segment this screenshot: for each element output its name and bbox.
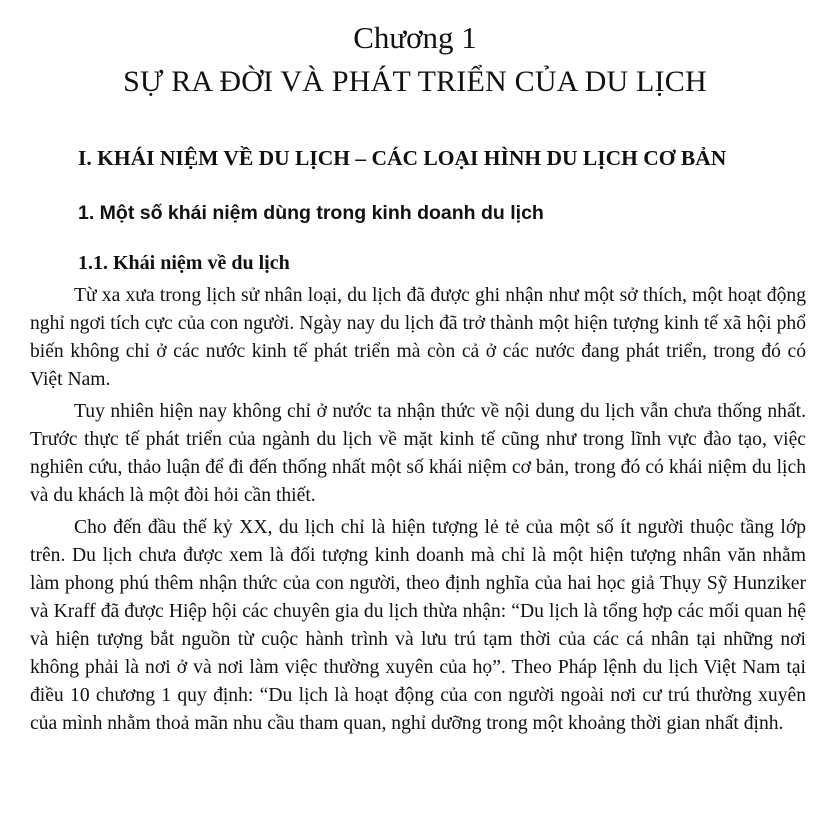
chapter-title: SỰ RA ĐỜI VÀ PHÁT TRIỂN CỦA DU LỊCH <box>123 65 707 98</box>
paragraph-1: Từ xa xưa trong lịch sử nhân loại, du lịch đã được ghi nhận như một sở thích, một hoạt động nghỉ ngơi tích cực của con người. Ngày nay du lịch đã trở thành một hiện tượng kinh tế xã hội phổ biến không chỉ ở các nước kinh tế phát triển mà còn cả ở các nước đang phát triển, trong đó có Việt Nam. <box>30 285 806 390</box>
section-heading: I. KHÁI NIỆM VỀ DU LỊCH – CÁC LOẠI HÌNH DU LỊCH CƠ BẢN <box>78 146 727 170</box>
subsubsection-heading: 1.1. Khái niệm về du lịch <box>78 252 290 274</box>
paragraph-2: Tuy nhiên hiện nay không chỉ ở nước ta nhận thức về nội dung du lịch vẫn chưa thống nhất. Trước thực tế phát triển của ngành du lịch về mặt kinh tế cũng như trong lĩnh vực đào tạo, việc nghiên cứu, thảo luận để đi đến thống nhất một số khái niệm cơ bản, trong đó có khái niệm du lịch và du khách là một đòi hỏi cần thiết. <box>30 401 806 506</box>
subsection-heading: 1. Một số khái niệm dùng trong kinh doanh du lịch <box>78 202 544 224</box>
chapter-number: Chương 1 <box>353 20 477 55</box>
paragraph-3: Cho đến đầu thế kỷ XX, du lịch chỉ là hiện tượng lẻ tẻ của một số ít người thuộc tầng lớp trên. Du lịch chưa được xem là đối tượng kinh doanh mà chỉ là một hiện tượng nhân văn nhằm làm phong phú thêm nhận thức của con người, theo định nghĩa của hai học giả Thụy Sỹ Hunziker và Kraff đã được Hiệp hội các chuyên gia du lịch thừa nhận: “Du lịch là tổng hợp các mối quan hệ và hiện tượng bắt nguồn từ cuộc hành trình và lưu trú tạm thời của các cá nhân tại những nơi không phải là nơi ở và nơi làm việc thường xuyên của họ”. Theo Pháp lệnh du lịch Việt Nam tại điều 10 chương 1 quy định: “Du lịch là hoạt động của con người ngoài nơi cư trú thường xuyên của mình nhằm thoả mãn nhu cầu tham quan, nghỉ dưỡng trong một khoảng thời gian nhất định. <box>30 517 806 734</box>
body-text <box>30 282 806 738</box>
